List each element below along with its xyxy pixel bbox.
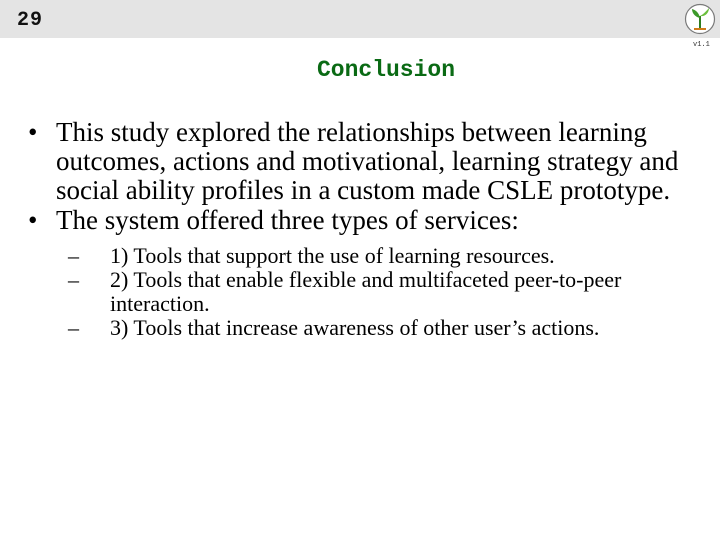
sub-bullet-text: 1) Tools that support the use of learning resources. [110, 243, 555, 268]
bullet-marker: • [28, 205, 38, 235]
sub-bullet-item [68, 268, 678, 316]
sub-bullet-text: 3) Tools that increase awareness of other user’s actions. [110, 315, 600, 340]
sub-bullet-text: 2) Tools that enable flexible and multifaceted peer-to-peer interaction. [110, 267, 622, 316]
slide-title: Conclusion [316, 57, 456, 83]
sub-bullet-marker: – [68, 267, 79, 292]
version-label: v1.1 [693, 41, 710, 49]
slide-body [28, 118, 708, 340]
sub-bullet-list [28, 244, 678, 340]
sub-bullet-item [68, 244, 678, 268]
bullet-item [28, 118, 708, 205]
sprout-logo-icon [684, 3, 716, 35]
bullet-marker: • [28, 117, 38, 147]
page-number: 29 [17, 9, 44, 32]
bullet-text: This study explored the relationships between learning outcomes, actions and motivational, learning strategy and social ability profiles in a custom made CSLE prototype. [56, 117, 679, 205]
header-bar [0, 0, 720, 38]
bullet-item [28, 206, 708, 235]
sub-bullet-marker: – [68, 315, 79, 340]
bullet-text: The system offered three types of services: [56, 205, 519, 235]
sub-bullet-marker: – [68, 243, 79, 268]
sub-bullet-item [68, 316, 678, 340]
